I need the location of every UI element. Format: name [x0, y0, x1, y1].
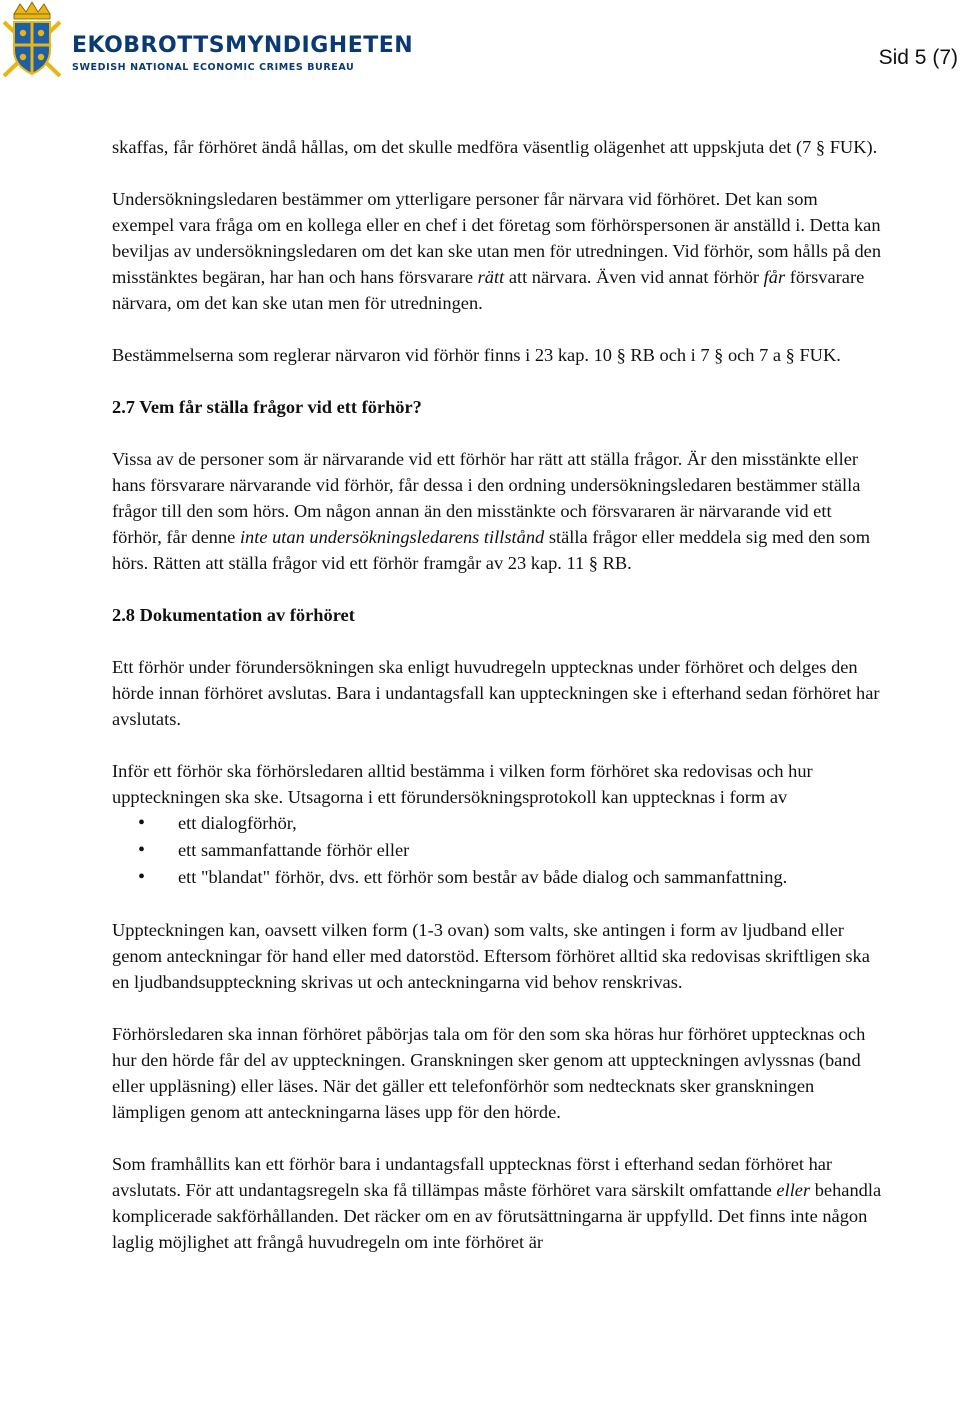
document-body — [112, 134, 882, 1281]
paragraph-documentation: Ett förhör under förundersökningen ska enligt huvudregeln upptecknas under förhöret och delges den hörde innan förhöret avslutas. Bara i undantagsfall kan uppteckningen ske i efterhand sedan förhöret har avslutats. — [112, 657, 880, 729]
paragraph-forms: Inför ett förhör ska förhörsledaren alltid bestämma i vilken form förhöret ska redovisas och hur uppteckningen ska ske. Utsagorna i ett förundersökningsprotokoll kan upptecknas i form av — [112, 761, 813, 807]
form-list — [112, 810, 882, 891]
section-heading-2-7: 2.7 Vem får ställa frågor vid ett förhör? — [112, 397, 422, 417]
paragraph-recording: Uppteckningen kan, oavsett vilken form (1-3 ovan) som valts, ske antingen i form av ljudband eller genom anteckningar för hand eller med datorstöd. Eftersom förhöret alltid ska redovisas skriftligen ska en ljudbandsuppteckning skrivas ut och anteckningarna vid behov renskrivas. — [112, 920, 870, 992]
paragraph-questions: Vissa av de personer som är närvarande vid ett förhör har rätt att ställa frågor. Är den misstänkte eller hans försvarare närvarande vid förhör, får dessa i den ordning undersökningsledaren bestämmer ställa frågor till den som hörs. Om någon annan än den misstänkte och försvararen är närvarande vid ett förhör, får denne inte utan undersökningsledarens tillstånd ställa frågor eller meddela sig med den som hörs. Rätten att ställa frågor vid ett förhör framgår av 23 kap. 11 § RB. — [112, 449, 871, 573]
list-item: • ett "blandat" förhör, dvs. ett förhör som består av både dialog och sammanfattning. — [112, 864, 882, 891]
list-item: • ett dialogförhör, — [112, 810, 882, 837]
page-header — [0, 0, 960, 100]
paragraph-review: Förhörsledaren ska innan förhöret påbörjas tala om för den som ska höras hur förhöret upptecknas och hur den hörde får del av uppteckningen. Granskningen sker genom att uppteckningen avlyssnas (band eller uppläsning) eller läses. När det gäller ett telefonförhör som nedtecknats sker granskningen lämpligen genom att anteckningarna läses upp för den hörde. — [112, 1024, 866, 1122]
bullet-icon: • — [138, 812, 146, 834]
agency-subtitle: SWEDISH NATIONAL ECONOMIC CRIMES BUREAU — [72, 62, 355, 73]
paragraph-attendance: Undersökningsledaren bestämmer om ytterligare personer får närvara vid förhöret. Det kan som exempel vara fråga om en kollega eller en chef i det företag som förhörspersonen är anställd i. Detta kan beviljas av undersökningsledaren om det kan ske utan men för utredningen. Vid förhör, som hålls på den misstänktes begäran, har han och hans försvarare rätt att närvara. Även vid annat förhör får försvarare närvara, om det kan ske utan men för utredningen. — [112, 189, 882, 313]
bullet-icon: • — [138, 839, 146, 861]
agency-name: EKOBROTTSMYNDIGHETEN — [72, 33, 414, 58]
agency-logo — [0, 0, 414, 90]
paragraph-continuation: skaffas, får förhöret ändå hållas, om det skulle medföra väsentlig olägenhet att uppskjuta det (7 § FUK). — [112, 137, 878, 157]
page-number: Sid 5 (7) — [878, 46, 958, 69]
bullet-icon: • — [138, 866, 146, 888]
paragraph-regulations: Bestämmelserna som reglerar närvaron vid förhör finns i 23 kap. 10 § RB och i 7 § och 7 a § FUK. — [112, 345, 841, 365]
paragraph-exception: Som framhållits kan ett förhör bara i undantagsfall upptecknas först i efterhand sedan förhöret har avslutats. För att undantagsregeln ska få tillämpas måste förhöret vara särskilt omfattande eller behandla komplicerade sakförhållanden. Det räcker om en av förutsättningarna är uppfylld. Det finns inte någon laglig möjlighet att frångå huvudregeln om inte förhöret är — [112, 1154, 882, 1252]
crest-icon — [0, 0, 64, 80]
section-heading-2-8: 2.8 Dokumentation av förhöret — [112, 605, 355, 625]
list-item: • ett sammanfattande förhör eller — [112, 837, 882, 864]
